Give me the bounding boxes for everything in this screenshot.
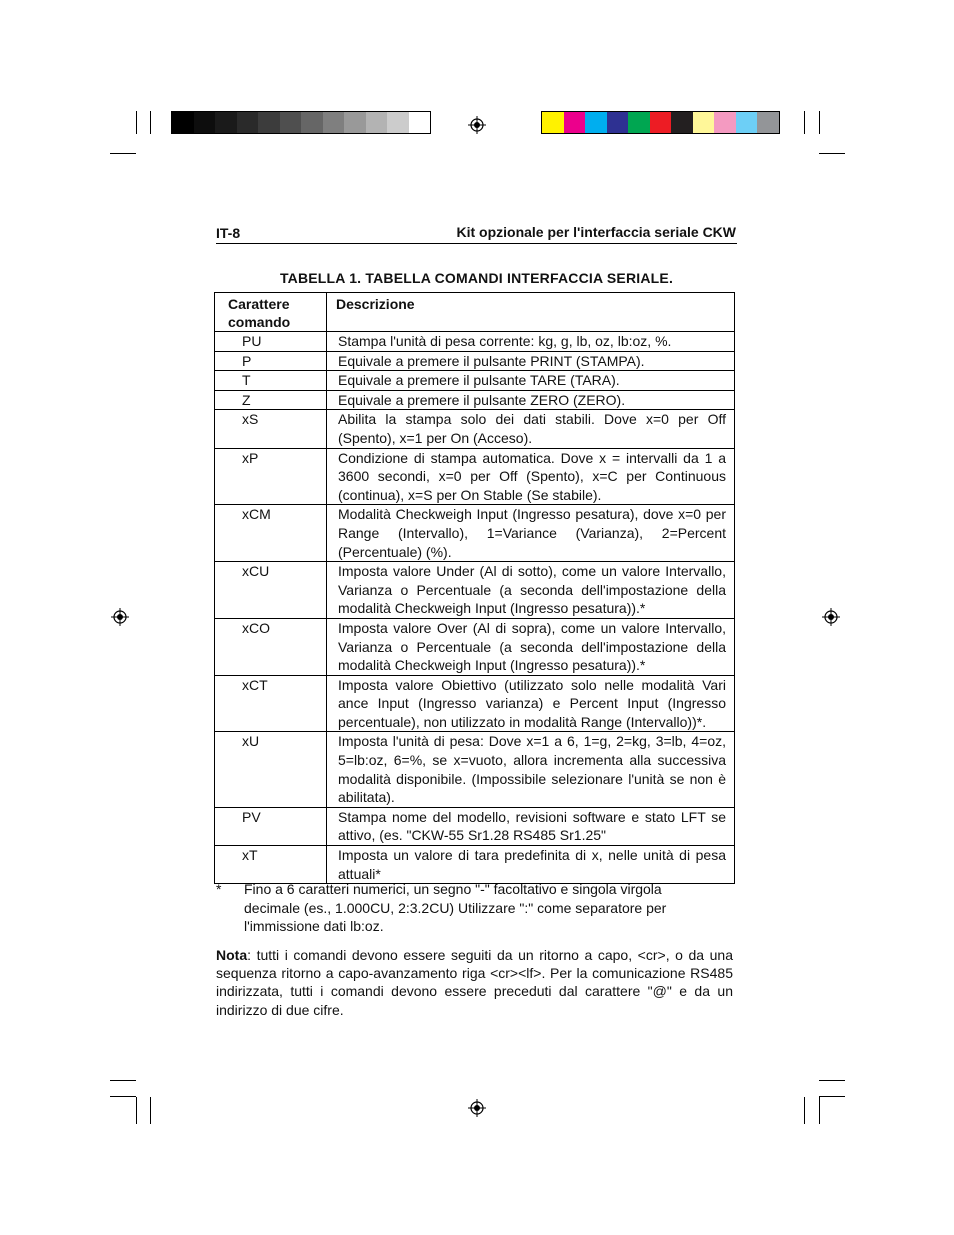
color-swatch xyxy=(542,112,564,133)
command-code: xCU xyxy=(215,562,327,619)
table-row xyxy=(215,807,735,845)
color-swatch xyxy=(671,112,693,133)
command-code: xP xyxy=(215,448,327,505)
command-description: Equivale a premere il pulsante ZERO (ZERO). xyxy=(327,390,735,410)
color-swatch xyxy=(757,112,779,133)
color-swatch xyxy=(693,112,715,133)
note-label: Nota xyxy=(216,947,248,963)
column-header-description: Descrizione xyxy=(327,293,735,332)
command-description: Imposta valore Over (Al di sopra), come un valore Intervallo, Varianza o Percentuale (a seconda dell'impostazione della modalità Checkweigh Input (Ingresso pesatura)).* xyxy=(327,618,735,675)
note-paragraph xyxy=(216,946,733,1019)
command-description: Abilita la stampa solo dei dati stabili. Dove x=0 per Off (Spento), x=1 per On (Acceso). xyxy=(327,410,735,448)
grayscale-calibration-bar xyxy=(171,111,431,134)
footnote xyxy=(216,880,686,936)
gray-swatch xyxy=(366,112,388,133)
command-description: Equivale a premere il pulsante TARE (TARA). xyxy=(327,371,735,391)
command-code: xCT xyxy=(215,675,327,732)
command-description: Imposta valore Under (Al di sotto), come un valore Intervallo, Varianza o Percentuale (a seconda dell'impostazione della modalità Checkweigh Input (Ingresso pesatura)).* xyxy=(327,562,735,619)
table-row xyxy=(215,562,735,619)
command-description: Stampa l'unità di pesa corrente: kg, g, lb, oz, lb:oz, %. xyxy=(327,332,735,352)
gray-swatch xyxy=(237,112,259,133)
color-swatch xyxy=(564,112,586,133)
footnote-text: Fino a 6 caratteri numerici, un segno "-" facoltativo e singola virgola decimale (es., 1.000CU, 2:3.2CU) Utilizzare ":" come separatore per l'immissione dati lb:oz. xyxy=(244,881,667,934)
gray-swatch xyxy=(172,112,194,133)
command-code: PU xyxy=(215,332,327,352)
running-header-title: Kit opzionale per l'interfaccia seriale CKW xyxy=(456,224,736,240)
registration-mark-icon xyxy=(468,1099,486,1117)
page-number: IT-8 xyxy=(216,225,241,241)
color-swatch xyxy=(736,112,758,133)
command-code: P xyxy=(215,351,327,371)
header-rule xyxy=(216,243,737,244)
registration-mark-icon xyxy=(111,608,129,626)
table-row xyxy=(215,846,735,884)
gray-swatch xyxy=(323,112,345,133)
gray-swatch xyxy=(301,112,323,133)
registration-mark-icon xyxy=(822,608,840,626)
command-code: xT xyxy=(215,846,327,884)
command-description: Modalità Checkweigh Input (Ingresso pesatura), dove x=0 per Range (Intervallo), 1=Variance (Varianza), 2=Percent (Percentuale) (%). xyxy=(327,505,735,562)
gray-swatch xyxy=(194,112,216,133)
color-calibration-bar xyxy=(541,111,780,134)
gray-swatch xyxy=(387,112,409,133)
command-code: xS xyxy=(215,410,327,448)
command-code: xCM xyxy=(215,505,327,562)
color-swatch xyxy=(585,112,607,133)
table-row xyxy=(215,332,735,352)
table-row xyxy=(215,390,735,410)
command-code: Z xyxy=(215,390,327,410)
command-code: xCO xyxy=(215,618,327,675)
command-code: xU xyxy=(215,732,327,807)
command-description: Imposta l'unità di pesa: Dove x=1 a 6, 1=g, 2=kg, 3=lb, 4=oz, 5=lb:oz, 6=%, se x=vuoto, allora incrementa alla successiva modalità disponibile. (Impossibile selezionare l'unità se non è abilitata). xyxy=(327,732,735,807)
color-swatch xyxy=(607,112,629,133)
footnote-marker: * xyxy=(216,881,222,897)
table-title: TABELLA 1. TABELLA COMANDI INTERFACCIA SERIALE. xyxy=(279,270,674,286)
color-swatch xyxy=(628,112,650,133)
gray-swatch xyxy=(258,112,280,133)
gray-swatch xyxy=(344,112,366,133)
command-description: Stampa nome del modello, revisioni software e stato LFT se attivo, (es. "CKW-55 Sr1.28 RS485 Sr1.25" xyxy=(327,807,735,845)
gray-swatch xyxy=(215,112,237,133)
command-description: Condizione di stampa automatica. Dove x = intervalli da 1 a 3600 secondi, x=0 per Off (Spento), x=C per Continuous (continua), x=S per On Stable (Se stabile). xyxy=(327,448,735,505)
command-code: PV xyxy=(215,807,327,845)
column-header-command: Carattere comando xyxy=(215,293,327,332)
table-row xyxy=(215,371,735,391)
color-swatch xyxy=(714,112,736,133)
command-description: Imposta valore Obiettivo (utilizzato solo nelle modalità Vari ance Input (Ingresso varianza) e Percent Input (Ingresso percentuale), non utilizzato in modalità Range (Intervallo))*. xyxy=(327,675,735,732)
table-header-row xyxy=(215,293,735,332)
command-description: Imposta un valore di tara predefinita di x, nelle unità di pesa attuali* xyxy=(327,846,735,884)
serial-command-table xyxy=(214,292,735,884)
command-description: Equivale a premere il pulsante PRINT (STAMPA). xyxy=(327,351,735,371)
table-row xyxy=(215,448,735,505)
gray-swatch xyxy=(280,112,302,133)
table-row xyxy=(215,675,735,732)
command-code: T xyxy=(215,371,327,391)
note-text: : tutti i comandi devono essere seguiti da un ritorno a capo, <cr>, o da una sequenza ritorno a capo-avanzamento riga <cr><lf>. Per la comunicazione RS485 indirizzata, tutti i comandi devono essere preceduti dal carattere "@" e da un indirizzo di due cifre. xyxy=(216,947,733,1018)
color-swatch xyxy=(650,112,672,133)
table-row xyxy=(215,732,735,807)
table-row xyxy=(215,351,735,371)
table-row xyxy=(215,618,735,675)
table-row xyxy=(215,505,735,562)
gray-swatch xyxy=(409,112,431,133)
registration-mark-icon xyxy=(468,116,486,134)
table-row xyxy=(215,410,735,448)
